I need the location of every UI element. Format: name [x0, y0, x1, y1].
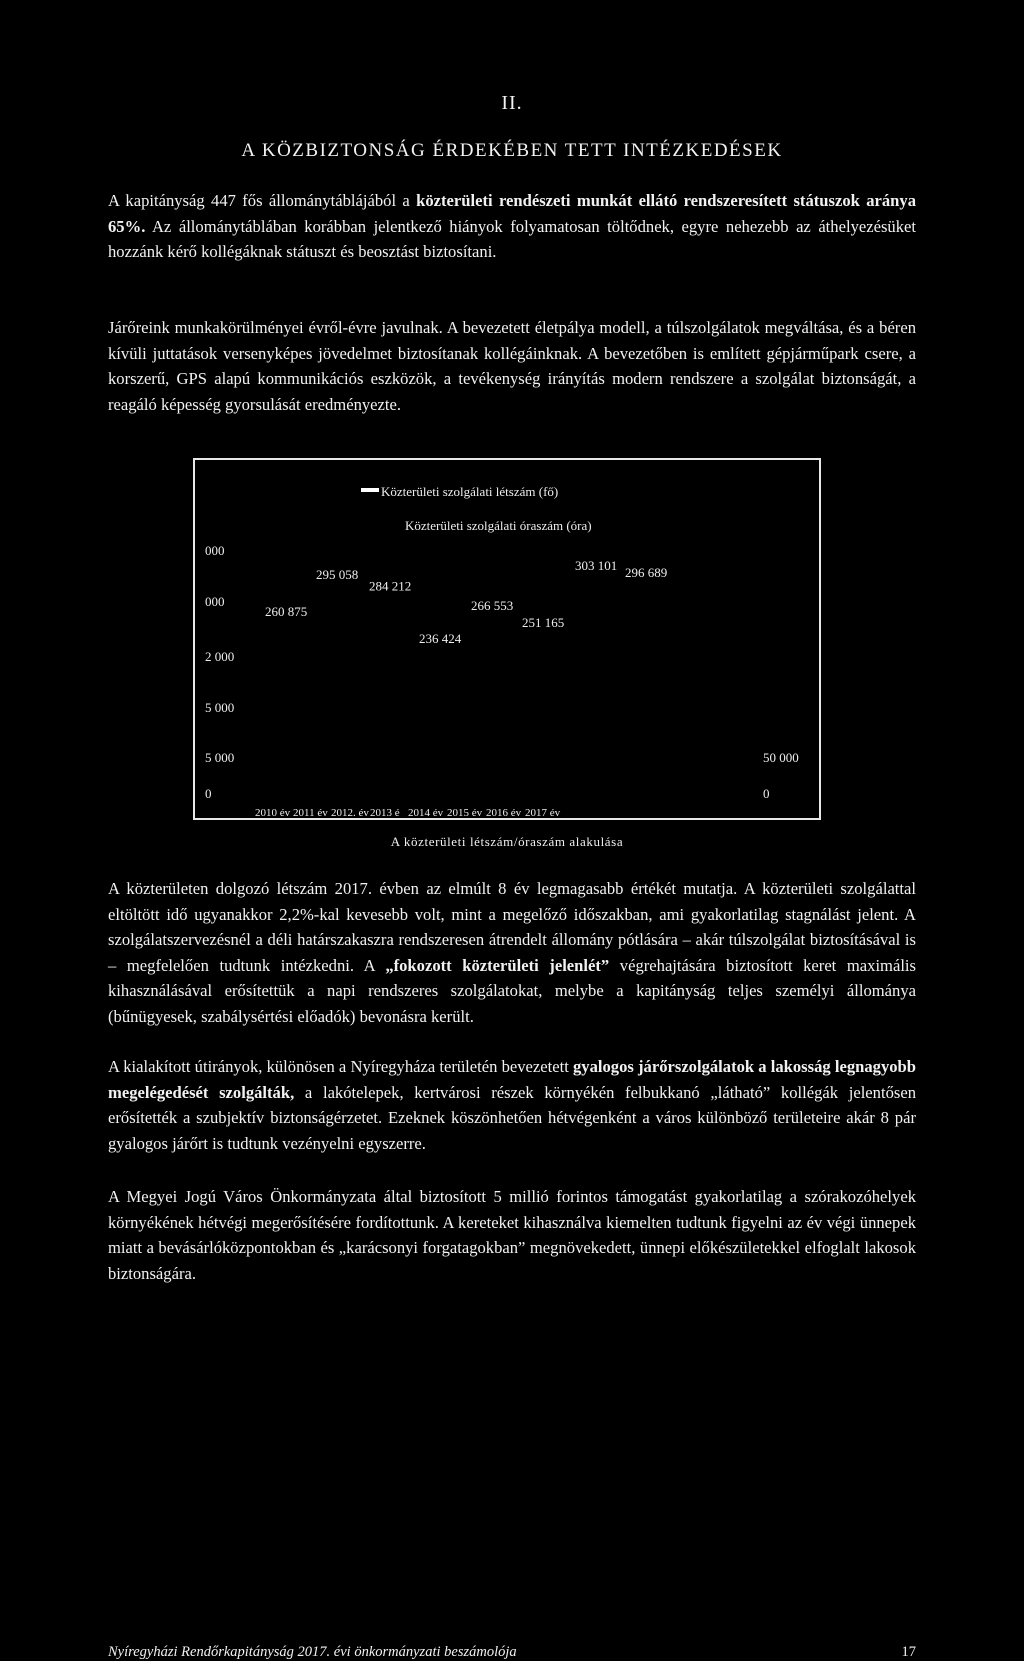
left-axis-tick: 5 000: [205, 750, 235, 765]
point-label: 260 875: [265, 604, 308, 620]
x-axis-tick-label: 2012. év: [331, 807, 369, 818]
body-p3-text-2: végrehajtására biztosított keret maximális kihasználásával erősítettük a napi rendszeres szolgálatokat, melybe a kapitányság teljes személyi állománya (bűnügyesek, szabálysértési előadók) bevonásra került.: [108, 955, 917, 1026]
point-label: 295 058: [316, 566, 359, 582]
x-axis-tick-label: 2017 év: [525, 807, 561, 818]
body-p4-text-2: a lakótelepek, kertvárosi részek környékén felbukkanó „látható” kollégák jelentősen erősítették a szubjektív biztonságérzetet. Ezeknek köszönhetően hétvégenként a város különböző területeire akár 8 pár gyalogos járőrt is tudtunk vezényelni egyszerre.: [108, 1082, 916, 1153]
chart-legend: [361, 484, 592, 533]
right-axis-tick: 0: [763, 786, 770, 801]
body-p3-text: A közterületen dolgozó létszám 2017. évben az elmúlt 8 év legmagasabb értékét mutatja. A közterületi szolgálattal eltöltött idő ugyanakkor 2,2%-kal kevesebb volt, mint a megelőző időszakban, ami gyakorlatilag stagnálást jelent. A szolgálatszervezésnél a déli határszakaszra rendszeresen átrendelt állomány pótlására – akár túlszolgálat biztosításával is – megfelelően tudtunk intézkedni. A: [108, 879, 916, 975]
left-axis-tick: 000: [205, 543, 225, 558]
point-labels: [265, 558, 667, 646]
body-p4-bold: gyalogos járőrszolgálatok a lakosság legnagyobb megelégedését szolgálták,: [108, 1057, 916, 1102]
body-paragraph-3: [108, 876, 916, 1030]
intro-p1-text-2: Az állománytáblában korábban jelentkező hiányok folyamatosan töltődnek, egyre nehezebb az áthelyezésüket hozzánk kérő kollégáknak státuszt és beosztást biztosítani.: [108, 216, 916, 262]
section-title: A KÖZBIZTONSÁG ÉRDEKÉBEN TETT INTÉZKEDÉSEK: [241, 140, 783, 161]
chart: [195, 460, 819, 818]
point-label: 303 101: [575, 558, 618, 574]
x-axis-tick-label: 2015 év: [447, 807, 483, 818]
legend-series-1: Közterületi szolgálati létszám (fő): [381, 484, 559, 499]
right-axis-tick: 50 000: [763, 750, 799, 765]
point-label: 284 212: [369, 578, 412, 594]
chart-frame: [193, 458, 821, 820]
intro-paragraph-1: [108, 188, 916, 265]
section-number: II.: [501, 92, 523, 114]
left-axis: [205, 543, 234, 801]
intro-p1-bold: közterületi rendészeti munkát ellátó rendszeresített státuszok aránya 65%.: [108, 191, 916, 236]
point-label: 296 689: [625, 565, 668, 581]
intro-paragraph-2: Járőreink munkakörülményei évről-évre javulnak. A bevezetett életpálya modell, a túlszolgálatok megváltása, és a béren kívüli juttatások versenyképes jövedelmet biztosítanak kollégáinknak. A bevezetőben is említett gépjárműpark csere, a korszerű, GPS alapú kommunikációs eszközök, a tevékenység irányítás modern rendszere a szolgálat biztonságát, a reagáló képesség gyorsulását eredményezte.: [108, 318, 916, 414]
x-axis: [255, 807, 561, 818]
body-p4-text: A kialakított útirányok, különösen a Nyíregyháza területén bevezetett: [108, 1057, 573, 1076]
left-axis-tick: 2 000: [205, 649, 235, 664]
right-axis: [763, 750, 799, 801]
body-paragraph-4: [108, 1054, 916, 1156]
legend-marker-series-1: [361, 488, 379, 492]
left-axis-tick: 000: [205, 594, 225, 609]
x-axis-tick-label: 2016 év: [486, 807, 522, 818]
x-axis-tick-label: 2013 é: [370, 807, 400, 818]
body-p3-bold: „fokozott közterületi jelenlét”: [385, 955, 610, 975]
body-paragraph-5: A Megyei Jogú Város Önkormányzata által biztosított 5 millió forintos támogatást gyakorlatilag a szórakozóhelyek környékének hétvégi megerősítésére fordítottunk. A kereteket kihasználva kiemelten tudtunk figyelni az év végi ünnepek miatt a bevásárlóközpontokban és „karácsonyi forgatagokban” megnövekedett, ünnepi előkészületekkel elfoglalt lakosok biztonságára.: [108, 1187, 916, 1283]
page-number: 17: [901, 1644, 916, 1660]
intro-p1-text: A kapitányság 447 fős állománytáblájából a: [108, 191, 417, 210]
x-axis-tick-label: 2011 év: [293, 807, 328, 818]
x-axis-tick-label: 2014 év: [408, 807, 444, 818]
chart-caption: A közterületi létszám/óraszám alakulása: [390, 834, 624, 849]
footer-title: Nyíregyházi Rendőrkapitányság 2017. évi önkormányzati beszámolója: [108, 1644, 517, 1660]
point-label: 236 424: [419, 631, 462, 646]
point-label: 251 165: [522, 614, 565, 630]
legend-series-2: Közterületi szolgálati óraszám (óra): [405, 518, 592, 533]
left-axis-tick: 5 000: [205, 700, 235, 715]
left-axis-tick: 0: [205, 786, 212, 801]
x-axis-tick-label: 2010 év: [255, 807, 291, 818]
point-label: 266 553: [471, 598, 514, 613]
